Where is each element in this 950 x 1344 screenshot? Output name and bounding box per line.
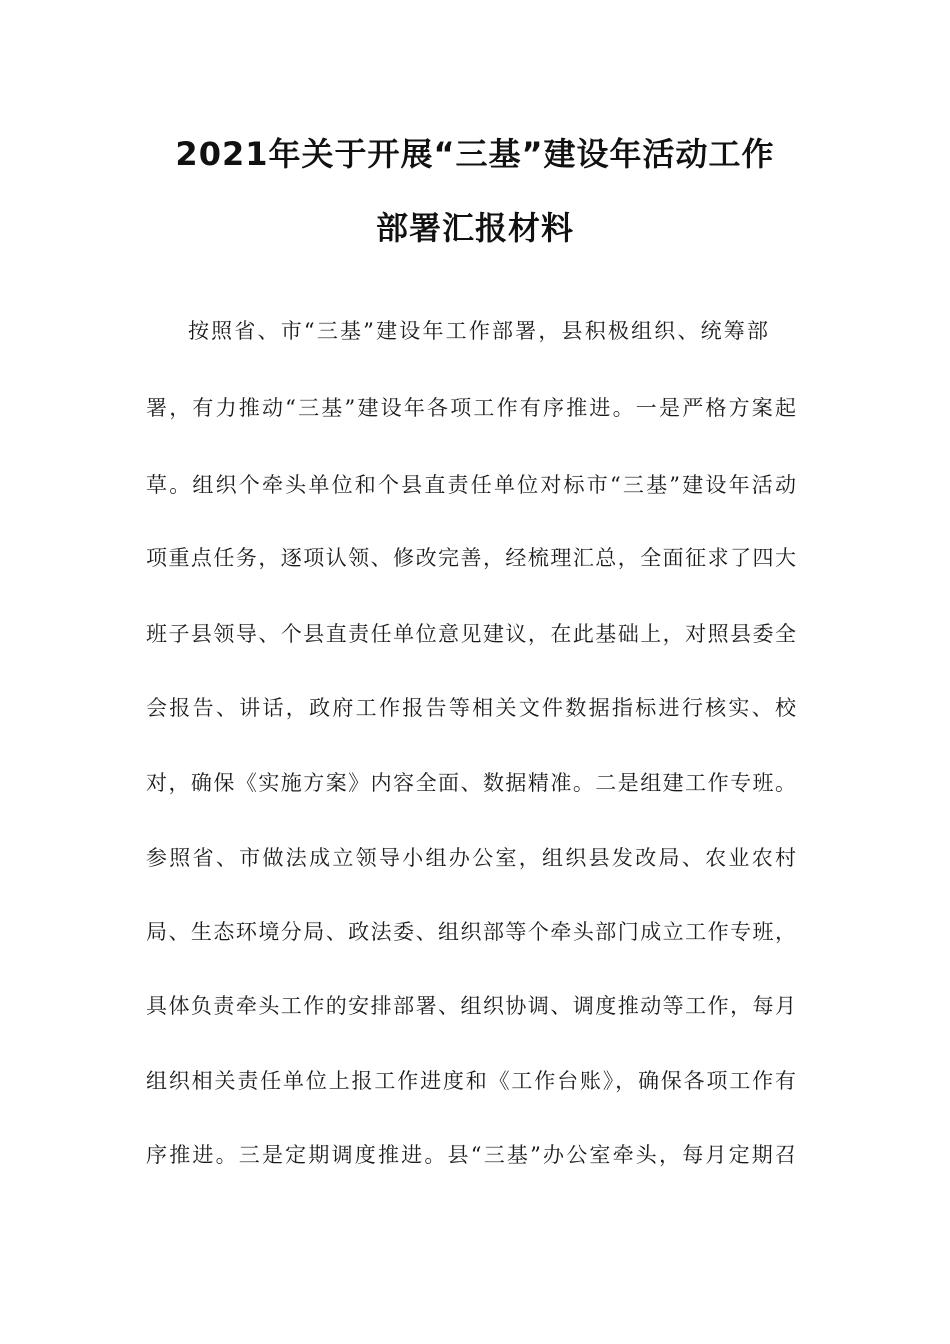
body-line-3: 草。组织个牵头单位和个县直责任单位对标市“三基”建设年活动 [146, 473, 796, 497]
document-title-line-2: 部署汇报材料 [375, 209, 574, 247]
body-line-4: 项重点任务，逐项认领、修改完善，经梳理汇总，全面征求了四大 [146, 546, 796, 570]
body-line-7: 对，确保《实施方案》内容全面、数据精准。二是组建工作专班。 [146, 771, 796, 795]
body-line-8: 参照省、市做法成立领导小组办公室，组织县发改局、农业农村 [146, 846, 796, 870]
body-line-2: 署，有力推动“三基”建设年各项工作有序推进。一是严格方案起 [146, 396, 796, 420]
body-line-5: 班子县领导、个县直责任单位意见建议，在此基础上，对照县委全 [146, 622, 796, 646]
body-line-11: 组织相关责任单位上报工作进度和《工作台账》，确保各项工作有 [146, 1069, 796, 1093]
body-line-9: 局、生态环境分局、政法委、组织部等个牵头部门成立工作专班， [146, 920, 796, 944]
body-line-12: 序推进。三是定期调度推进。县“三基”办公室牵头，每月定期召 [146, 1143, 796, 1167]
body-line-1: 按照省、市“三基”建设年工作部署，县积极组织、统筹部 [188, 319, 768, 343]
body-line-10: 具体负责牵头工作的安排部署、组织协调、调度推动等工作，每月 [146, 994, 796, 1018]
body-line-6: 会报告、讲话，政府工作报告等相关文件数据指标进行核实、校 [146, 696, 796, 720]
document-title-line-1: 2021年关于开展“三基”建设年活动工作 [175, 135, 775, 173]
